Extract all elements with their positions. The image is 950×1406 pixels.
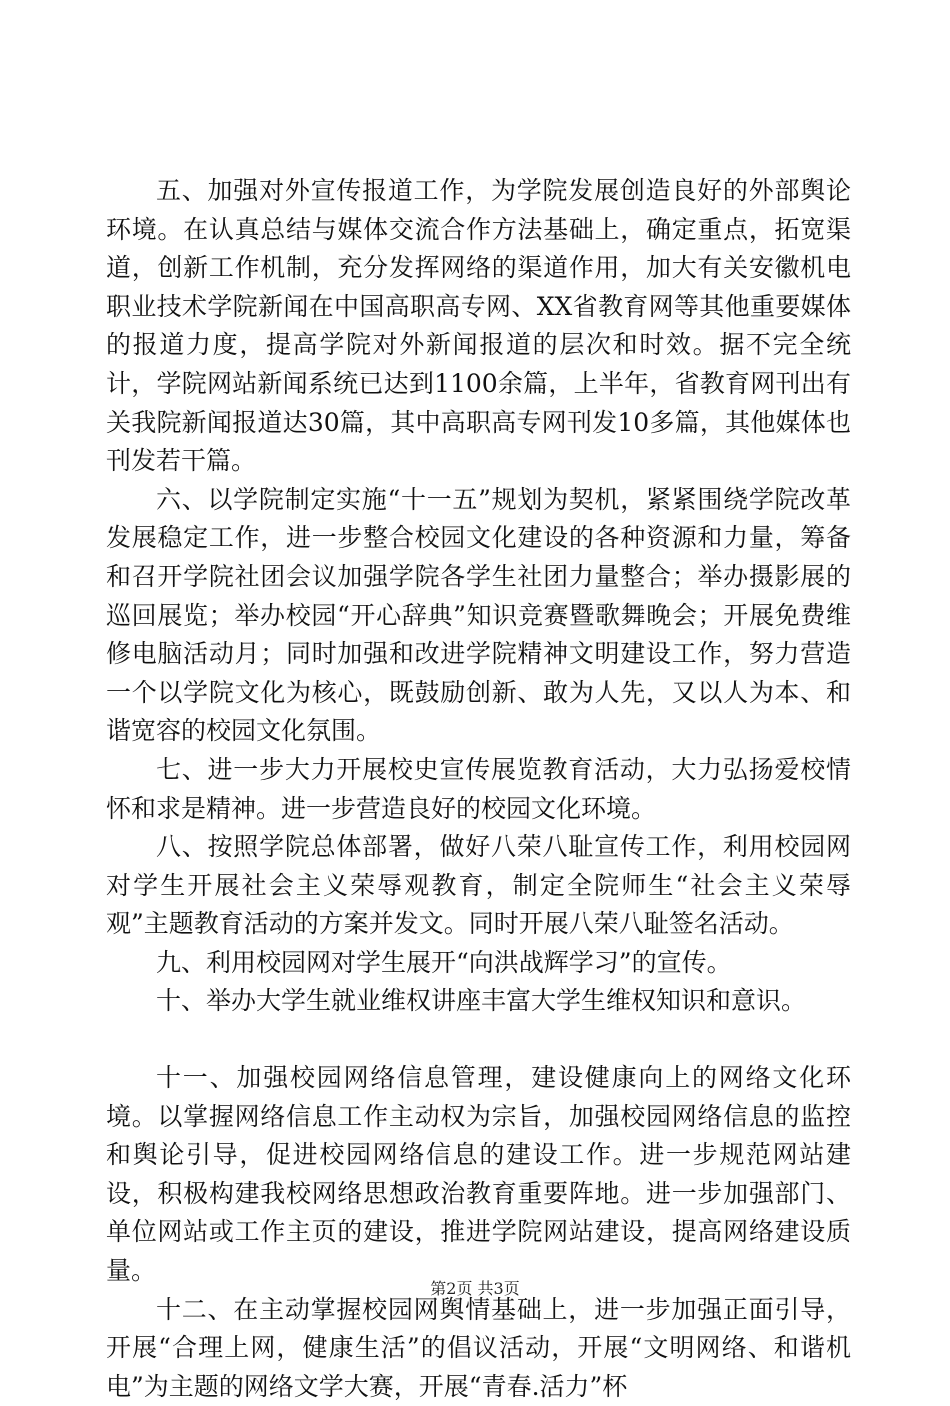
paragraph-6: 六、以学院制定实施“十一五”规划为契机，紧紧围绕学院改革发展稳定工作，进一步整合校园文化建设的各种资源和力量，筹备和召开学院社团会议加强学院各学生社团力量整合；举办摄影展的巡回展览；举办校园“开心辞典”知识竞赛暨歌舞晚会；开展免费维修电脑活动月；同时加强和改进学院精神文明建设工作，努力营造一个以学院文化为核心，既鼓励创新、敢为人先，又以人为本、和谐宽容的校园文化氛围。 bbox=[106, 484, 851, 746]
paragraph-12: 十二、在主动掌握校园网舆情基础上，进一步加强正面引导，开展“合理上网，健康生活”的倡议活动，开展“文明网络、和谐机电”为主题的网络文学大赛，开展“青春.活力”杯 bbox=[106, 1294, 851, 1401]
paragraph-gap bbox=[106, 1021, 851, 1059]
paragraph-11: 十一、加强校园网络信息管理，建设健康向上的网络文化环境。以掌握网络信息工作主动权为宗旨，加强校园网络信息的监控和舆论引导，促进校园网络信息的建设工作。进一步规范网站建设，积极构建我校网络思想政治教育重要阵地。进一步加强部门、单位网站或工作主页的建设，推进学院网站建设，提高网络建设质量。 bbox=[106, 1063, 851, 1286]
paragraph-10: 十、举办大学生就业维权讲座丰富大学生维权知识和意识。 bbox=[156, 986, 807, 1016]
paragraph-8: 八、按照学院总体部署，做好八荣八耻宣传工作，利用校园网对学生开展社会主义荣辱观教育，制定全院师生“社会主义荣辱观”主题教育活动的方案并发文。同时开展八荣八耻签名活动。 bbox=[106, 832, 851, 939]
paragraph-5: 五、加强对外宣传报道工作，为学院发展创造良好的外部舆论环境。在认真总结与媒体交流合作方法基础上，确定重点，拓宽渠道，创新工作机制，充分发挥网络的渠道作用，加大有关安徽机电职业技术学院新闻在中国高职高专网、XX省教育网等其他重要媒体的报道力度，提高学院对外新闻报道的层次和时效。据不完全统计，学院网站新闻系统已达到1100余篇，上半年，省教育网刊出有关我院新闻报道达30篇，其中高职高专网刊发10多篇，其他媒体也刊发若干篇。 bbox=[106, 176, 851, 476]
document-body bbox=[106, 172, 851, 1406]
page-number-footer: 第2页 共3页 bbox=[430, 1279, 520, 1298]
paragraph-7: 七、进一步大力开展校史宣传展览教育活动，大力弘扬爱校情怀和求是精神。进一步营造良好的校园文化环境。 bbox=[106, 754, 851, 823]
paragraph-9: 九、利用校园网对学生展开“向洪战辉学习”的宣传。 bbox=[156, 947, 732, 977]
